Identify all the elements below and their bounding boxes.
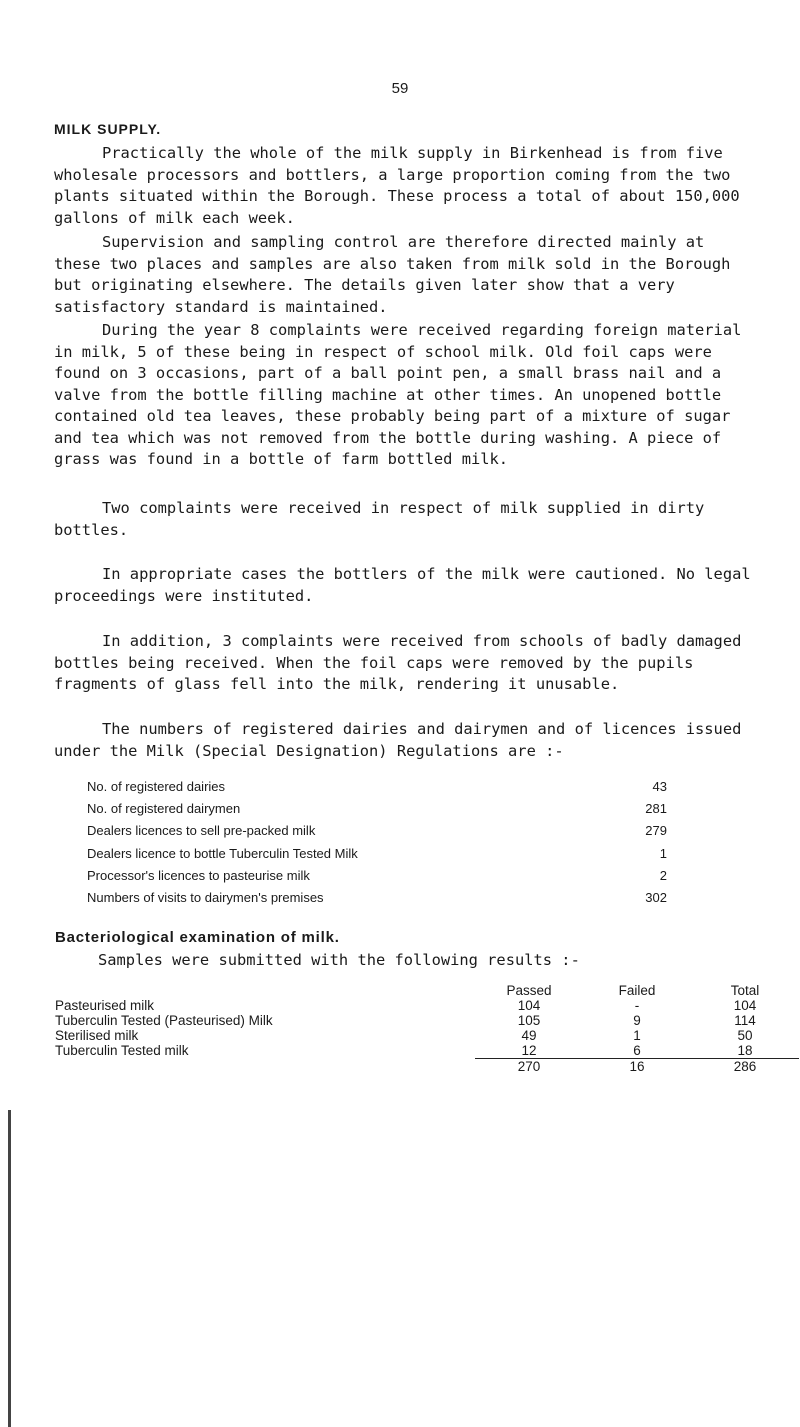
cell-passed: 105 (517, 1013, 541, 1028)
total-failed: 16 (629, 1059, 645, 1074)
list-item (87, 823, 667, 843)
list-item-value: 281 (645, 801, 667, 816)
list-item-label: Numbers of visits to dairymen's premises (87, 890, 324, 905)
row-label: Tuberculin Tested milk (55, 1043, 189, 1059)
table-row (55, 1043, 799, 1059)
cell-passed: 12 (475, 1043, 583, 1059)
list-item-label: Dealers licence to bottle Tuberculin Tested Milk (87, 846, 358, 861)
paragraph-5: In appropriate cases the bottlers of the milk were cautioned. No legal proceedings were instituted. (54, 565, 751, 605)
results-table (55, 983, 799, 1074)
bacteriology-heading: Bacteriological examination of milk. (55, 929, 340, 946)
cell-total: 18 (691, 1043, 799, 1059)
list-item (87, 801, 667, 821)
cell-failed: 1 (633, 1028, 641, 1043)
list-item-label: No. of registered dairymen (87, 801, 241, 816)
section-heading: MILK SUPPLY. (54, 121, 162, 137)
row-label: Tuberculin Tested (Pasteurised) Milk (55, 1013, 273, 1028)
list-item-value: 43 (652, 779, 667, 794)
totals-row (55, 1059, 799, 1075)
list-item-value: 302 (645, 890, 667, 905)
list-item (87, 846, 667, 866)
table-header-row (55, 983, 799, 998)
column-header-failed: Failed (618, 983, 656, 998)
list-item (87, 779, 667, 799)
bacteriology-intro: Samples were submitted with the following results :- (98, 951, 580, 969)
paragraph-1: Practically the whole of the milk supply in Birkenhead is from five wholesale processors and bottlers, a large proportion coming from the two plants situated within the Borough. These process a total of about 150,000 gallons of milk each week. (54, 144, 740, 227)
table-row (55, 1028, 799, 1043)
cell-failed: - (634, 998, 640, 1013)
table-row (55, 998, 799, 1013)
total-total: 286 (733, 1059, 757, 1074)
cell-total: 50 (737, 1028, 753, 1043)
row-label: Sterilised milk (55, 1028, 139, 1043)
list-item (87, 868, 667, 888)
paragraph-4: Two complaints were received in respect of milk supplied in dirty bottles. (54, 499, 705, 539)
paragraph-2: Supervision and sampling control are therefore directed mainly at these two places and samples are also taken from milk sold in the Borough but originating elsewhere. The details given later show that a very satisfactory standard is maintained. (54, 233, 731, 316)
list-item-label: No. of registered dairies (87, 779, 226, 794)
cell-total: 104 (733, 998, 757, 1013)
cell-failed: 9 (633, 1013, 641, 1028)
paragraph-7: The numbers of registered dairies and dairymen and of licences issued under the Milk (Special Designation) Regulations are :- (54, 720, 742, 760)
cell-passed: 49 (521, 1028, 537, 1043)
list-item (87, 890, 667, 910)
column-header-passed: Passed (506, 983, 552, 998)
table-row (55, 1013, 799, 1028)
row-label: Pasteurised milk (55, 998, 155, 1013)
list-item-value: 1 (659, 846, 667, 861)
page-number: 59 (391, 80, 409, 97)
total-passed: 270 (517, 1059, 541, 1074)
paragraph-3: During the year 8 complaints were received regarding foreign material in milk, 5 of these being in respect of school milk. Old foil caps were found on 3 occasions, part of a ball point pen, a small brass nail and a valve from the bottle filling machine at other times. An unopened bottle contained old tea leaves, these probably being part of a mixture of sugar and tea which was not removed from the bottle during washing. A piece of grass was found in a bottle of farm bottled milk. (54, 321, 742, 468)
scan-edge-shadow (8, 1110, 11, 1427)
paragraph-6: In addition, 3 complaints were received from schools of badly damaged bottles being received. When the foil caps were removed by the pupils fragments of glass fell into the milk, rendering it unusable. (54, 632, 742, 693)
column-header-total: Total (730, 983, 760, 998)
list-item-label: Dealers licences to sell pre-packed milk (87, 823, 316, 838)
cell-total: 114 (734, 1013, 756, 1028)
list-item-value: 2 (659, 868, 667, 883)
cell-passed: 104 (517, 998, 541, 1013)
list-item-label: Processor's licences to pasteurise milk (87, 868, 310, 883)
list-item-value: 279 (645, 823, 667, 838)
cell-failed: 6 (583, 1043, 691, 1059)
